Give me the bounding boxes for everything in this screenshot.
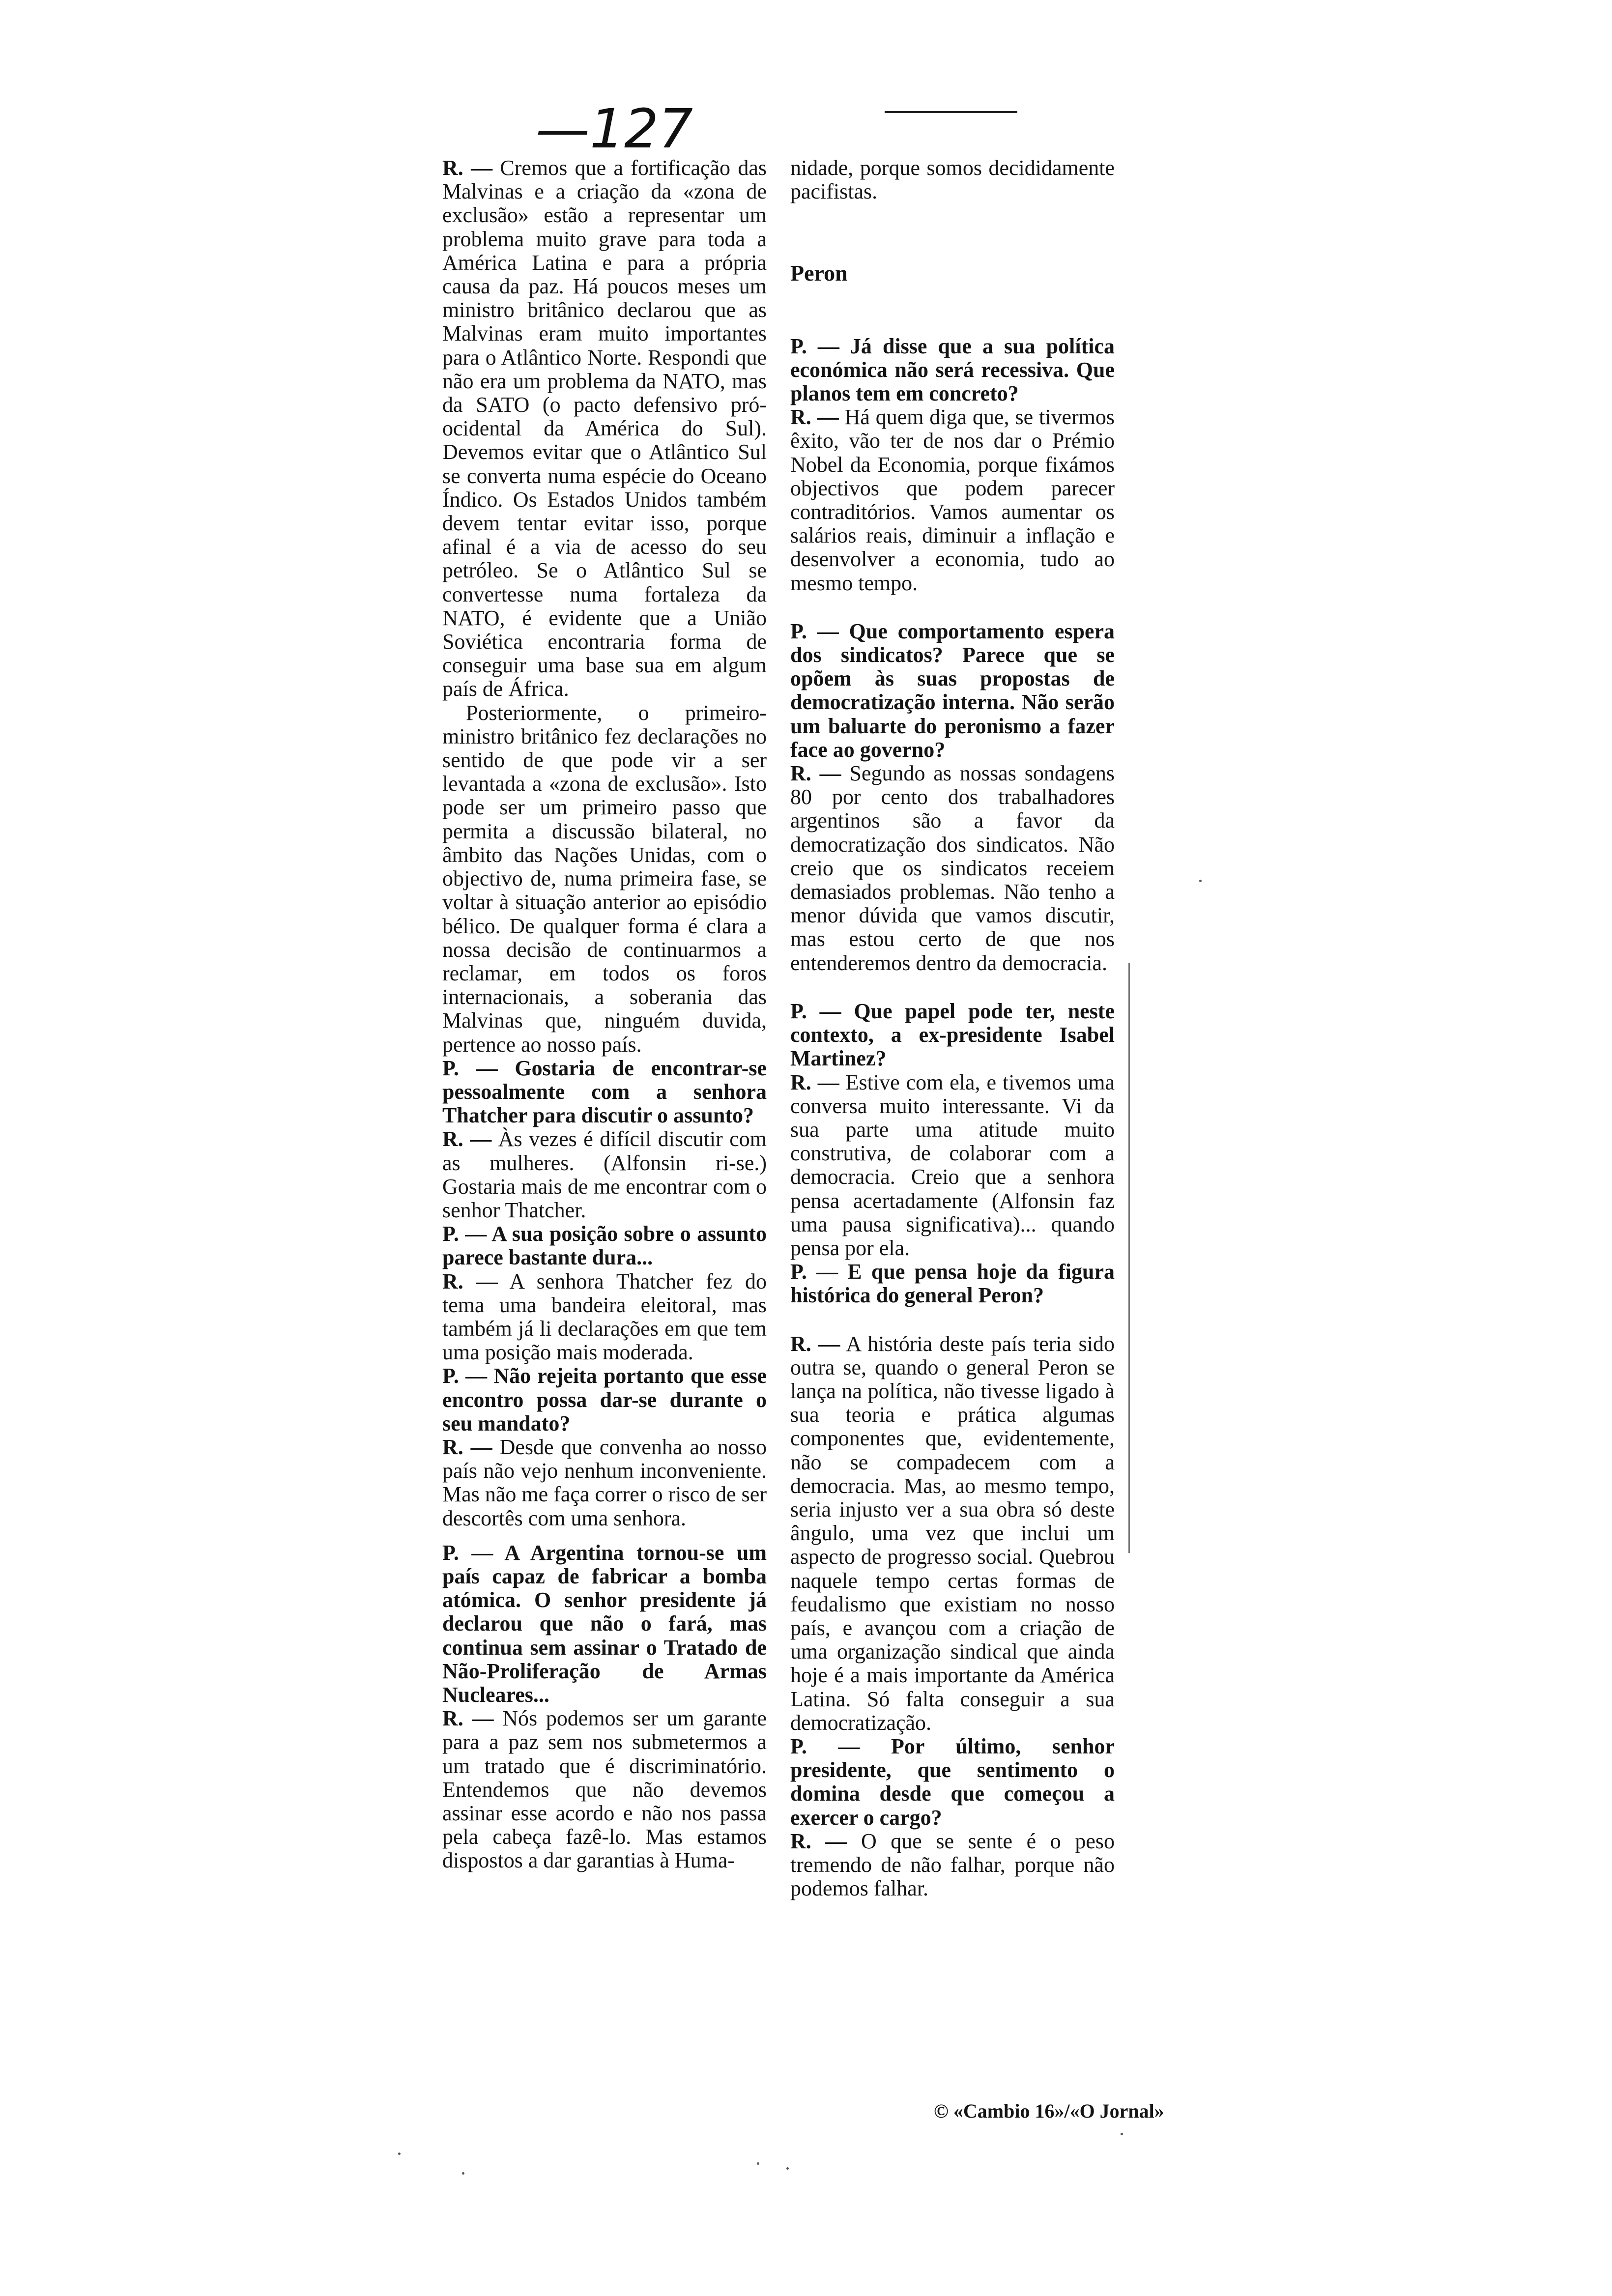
question-paragraph: P. — Que papel pode ter, neste contexto, a ex-presidente Isabel Martinez? (790, 999, 1115, 1071)
article-column-right (790, 156, 1115, 1900)
question-paragraph: P. — Já disse que a sua política económica não será recessiva. Que planos tem em concreto? (790, 334, 1115, 406)
body-paragraph: Posteriormente, o primeiro-ministro britânico fez declarações no sentido de que pode vir a ser levantada a «zona de exclusão». Isto pode ser um primeiro passo que permita a discussão bilateral, no âmbito das Nações Unidas, com o objectivo de, numa primeira fase, se voltar à situação anterior ao episódio bélico. De qualquer forma é clara a nossa decisão de continuarmos a reclamar, em todos os foros internacionais, a soberania das Malvinas que, ninguém duvida, pertence ao nosso país. (442, 700, 767, 1057)
answer-paragraph: R. — A história deste país teria sido outra se, quando o general Peron se lança na política, não tivesse ligado à sua teoria e prática algumas componentes que, evidentemente, não se compadecem com a democracia. Mas, ao mesmo tempo, seria injusto ver a sua obra só deste ângulo, uma vez que inclui um aspecto de progresso social. Quebrou naquele tempo certas formas de feudalismo que existiam no nosso país, e avançou com a criação de uma organização sindical que ainda hoje é a mais importante da América Latina. Só falta conseguir a sua democratização. (790, 1331, 1115, 1735)
question-paragraph: P. — Não rejeita portanto que esse encontro possa dar-se durante o seu mandato? (442, 1364, 767, 1435)
answer-paragraph: R. — O que se sente é o peso tremendo de não falhar, porque não podemos falhar. (790, 1829, 1115, 1901)
handwritten-page-number-text: —127 (536, 97, 693, 157)
answer-paragraph: R. — Estive com ela, e tivemos uma conversa muito interessante. Vi da sua parte uma atitude muito construtiva, de colaborar com a democracia. Creio que a senhora pensa acertadamente (Alfonsin faz uma pausa significativa)... quando pensa por ela. (790, 1070, 1115, 1260)
article-column-left (442, 156, 767, 1873)
question-paragraph: P. — Gostaria de encontrar-se pessoalmente com a senhora Thatcher para discutir o assunto? (442, 1056, 767, 1128)
answer-paragraph: R. — Há quem diga que, se tivermos êxito, vão ter de nos dar o Prémio Nobel da Economia, porque fixámos objectivos que podem parecer contraditórios. Vamos aumentar os salários reais, diminuir a inflação e desenvolver a economia, tudo ao mesmo tempo. (790, 405, 1115, 595)
section-heading: Peron (790, 260, 848, 286)
answer-paragraph: R. — Segundo as nossas sondagens 80 por cento dos trabalhadores argentinos são a favor da democratização dos sindicatos. Não creio que os sindicatos receiem demasiados problemas. Não tenho a menor dúvida que vamos discutir, mas estou certo de que nos entenderemos dentro da democracia. (790, 761, 1115, 975)
continued-paragraph: nidade, porque somos decididamente pacifistas. (790, 156, 1115, 204)
source-credit: © «Cambio 16»/«O Jornal» (934, 2100, 1164, 2122)
answer-paragraph: R. — Cremos que a fortificação das Malvinas e a criação da «zona de exclusão» estão a representar um problema muito grave para toda a América Latina e para a própria causa da paz. Há poucos meses um ministro britânico declarou que as Malvinas eram muito importantes para o Atlântico Norte. Respondi que não era um problema da NATO, mas da SATO (o pacto defensivo pró-ocidental da América do Sul). Devemos evitar que o Atlântico Sul se converta numa espécie do Oceano Índico. Os Estados Unidos também devem tentar evitar isso, porque afinal é a via de acesso do seu petróleo. Se o Atlântico Sul se convertesse numa fortaleza da NATO, é evidente que a União Soviética encontraria forma de conseguir uma base sua em algum país de África. (442, 156, 767, 701)
answer-paragraph: R. — Às vezes é difícil discutir com as mulheres. (Alfonsin ri-se.) Gostaria mais de me encontrar com o senhor Thatcher. (442, 1127, 767, 1222)
top-divider-rule (885, 111, 1017, 113)
handwritten-page-number (536, 93, 732, 157)
answer-paragraph: R. — Desde que convenha ao nosso país não vejo nenhum inconveniente. Mas não me faça correr o risco de ser descortês com uma senhora. (442, 1435, 767, 1530)
answer-paragraph: R. — A senhora Thatcher fez do tema uma bandeira eleitoral, mas também já li declarações em que tem uma posição mais moderada. (442, 1269, 767, 1365)
answer-paragraph: R. — Nós podemos ser um garante para a paz sem nos submetermos a um tratado que é discriminatório. Entendemos que não devemos assinar esse acordo e não nos passa pela cabeça fazê-lo. Mas estamos dispostos a dar garantias à Huma- (442, 1706, 767, 1873)
question-paragraph: P. — Que comportamento espera dos sindicatos? Parece que se opõem às suas propostas de democratização interna. Não serão um baluarte do peronismo a fazer face ao governo? (790, 619, 1115, 762)
question-paragraph: P. — A Argentina tornou-se um país capaz de fabricar a bomba atómica. O senhor presidente já declarou que não o fará, mas continua sem assinar o Tratado de Não-Proliferação de Armas Nucleares... (442, 1540, 767, 1707)
question-paragraph: P. — A sua posição sobre o assunto parece bastante dura... (442, 1222, 767, 1270)
margin-line (1128, 963, 1130, 1553)
question-paragraph: P. — Por último, senhor presidente, que sentimento o domina desde que começou a exercer o cargo? (790, 1734, 1115, 1830)
question-paragraph: P. — E que pensa hoje da figura histórica do general Peron? (790, 1260, 1115, 1308)
